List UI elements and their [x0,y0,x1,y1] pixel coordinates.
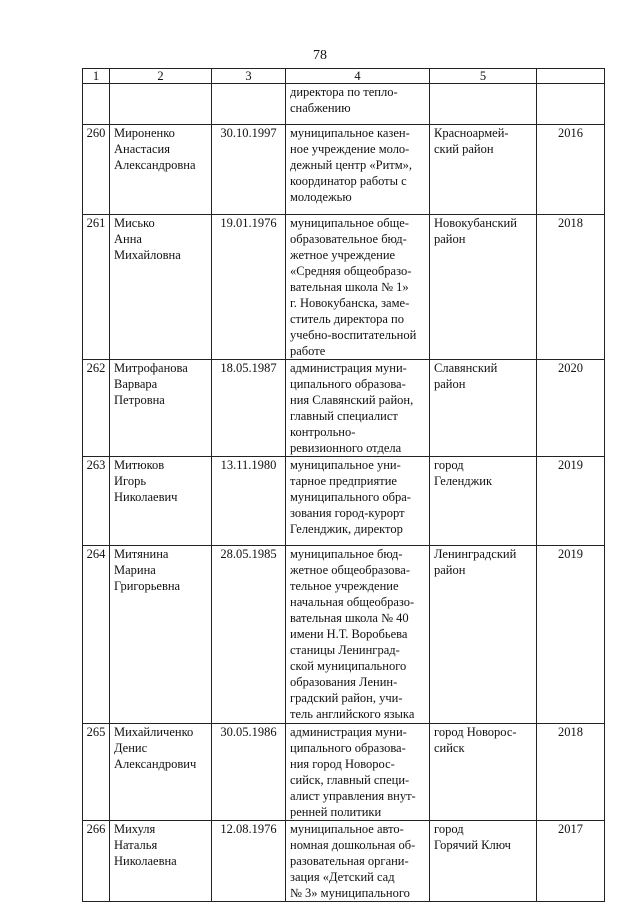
table-row [83,360,605,457]
column-header: 4 [286,69,430,84]
person-name: Михуля Наталья Николаевна [110,821,212,902]
person-name: Митянина Марина Григорьевна [110,546,212,724]
row-number: 263 [83,457,110,546]
row-number: 266 [83,821,110,902]
municipality: город Горячий Ключ [430,821,537,902]
column-header: 2 [110,69,212,84]
person-name: Митюков Игорь Николаевич [110,457,212,546]
municipality: Славянский район [430,360,537,457]
municipality: город Геленджик [430,457,537,546]
table-header-row [83,69,605,84]
workplace-position: муниципальное авто- номная дошкольная об- разовательная органи- зация «Детский сад № 3» муниципального [286,821,430,902]
year: 2018 [537,215,605,360]
person-name: Михайличенко Денис Александрович [110,724,212,821]
workplace-position: муниципальное бюд- жетное общеобразова- тельное учреждение начальная общеобразо- вательная школа № 40 имени Н.Т. Воробьева станицы Ленинград- ской муниципального образования Ленин- градский район, учи- тель английского языка [286,546,430,724]
row-number: 262 [83,360,110,457]
person-name: Мироненко Анастасия Александровна [110,125,212,215]
person-name [110,84,212,125]
page-number: 78 [313,48,327,63]
row-number: 265 [83,724,110,821]
year: 2019 [537,457,605,546]
year: 2018 [537,724,605,821]
municipality [430,84,537,125]
table-row [83,821,605,902]
workplace-position: администрация муни- ципального образова- ния Славянский район, главный специалист контрольно- ревизионного отдела [286,360,430,457]
birth-date: 30.10.1997 [212,125,286,215]
birth-date: 13.11.1980 [212,457,286,546]
birth-date: 18.05.1987 [212,360,286,457]
birth-date: 19.01.1976 [212,215,286,360]
birth-date: 12.08.1976 [212,821,286,902]
person-name: Мисько Анна Михайловна [110,215,212,360]
workplace-position: администрация муни- ципального образова- ния город Новорос- сийск, главный специ- алист управления внут- ренней политики [286,724,430,821]
year: 2019 [537,546,605,724]
municipality: Ленинградский район [430,546,537,724]
workplace-position: муниципальное обще- образовательное бюд- жетное учреждение «Средняя общеобразо- вательная школа № 1» г. Новокубанска, заме- ститель директора по учебно-воспитательной работе [286,215,430,360]
row-number: 260 [83,125,110,215]
awardees-table [82,68,605,902]
table-row [83,546,605,724]
person-name: Митрофанова Варвара Петровна [110,360,212,457]
column-header: 5 [430,69,537,84]
year: 2020 [537,360,605,457]
table-row [83,84,605,125]
row-number: 261 [83,215,110,360]
municipality: Новокубанский район [430,215,537,360]
row-number: 264 [83,546,110,724]
table-row [83,724,605,821]
workplace-position: муниципальное уни- тарное предприятие муниципального обра- зования город-курорт Геленджик, директор [286,457,430,546]
column-header: 1 [83,69,110,84]
column-header: 3 [212,69,286,84]
table-row [83,215,605,360]
column-header [537,69,605,84]
municipality: город Новорос- сийск [430,724,537,821]
row-number [83,84,110,125]
birth-date: 30.05.1986 [212,724,286,821]
table-row [83,125,605,215]
municipality: Красноармей- ский район [430,125,537,215]
birth-date: 28.05.1985 [212,546,286,724]
table-row [83,457,605,546]
year: 2017 [537,821,605,902]
year: 2016 [537,125,605,215]
workplace-position: директора по тепло- снабжению [286,84,430,125]
workplace-position: муниципальное казен- ное учреждение моло- дежный центр «Ритм», координатор работы с молодежью [286,125,430,215]
birth-date [212,84,286,125]
year [537,84,605,125]
